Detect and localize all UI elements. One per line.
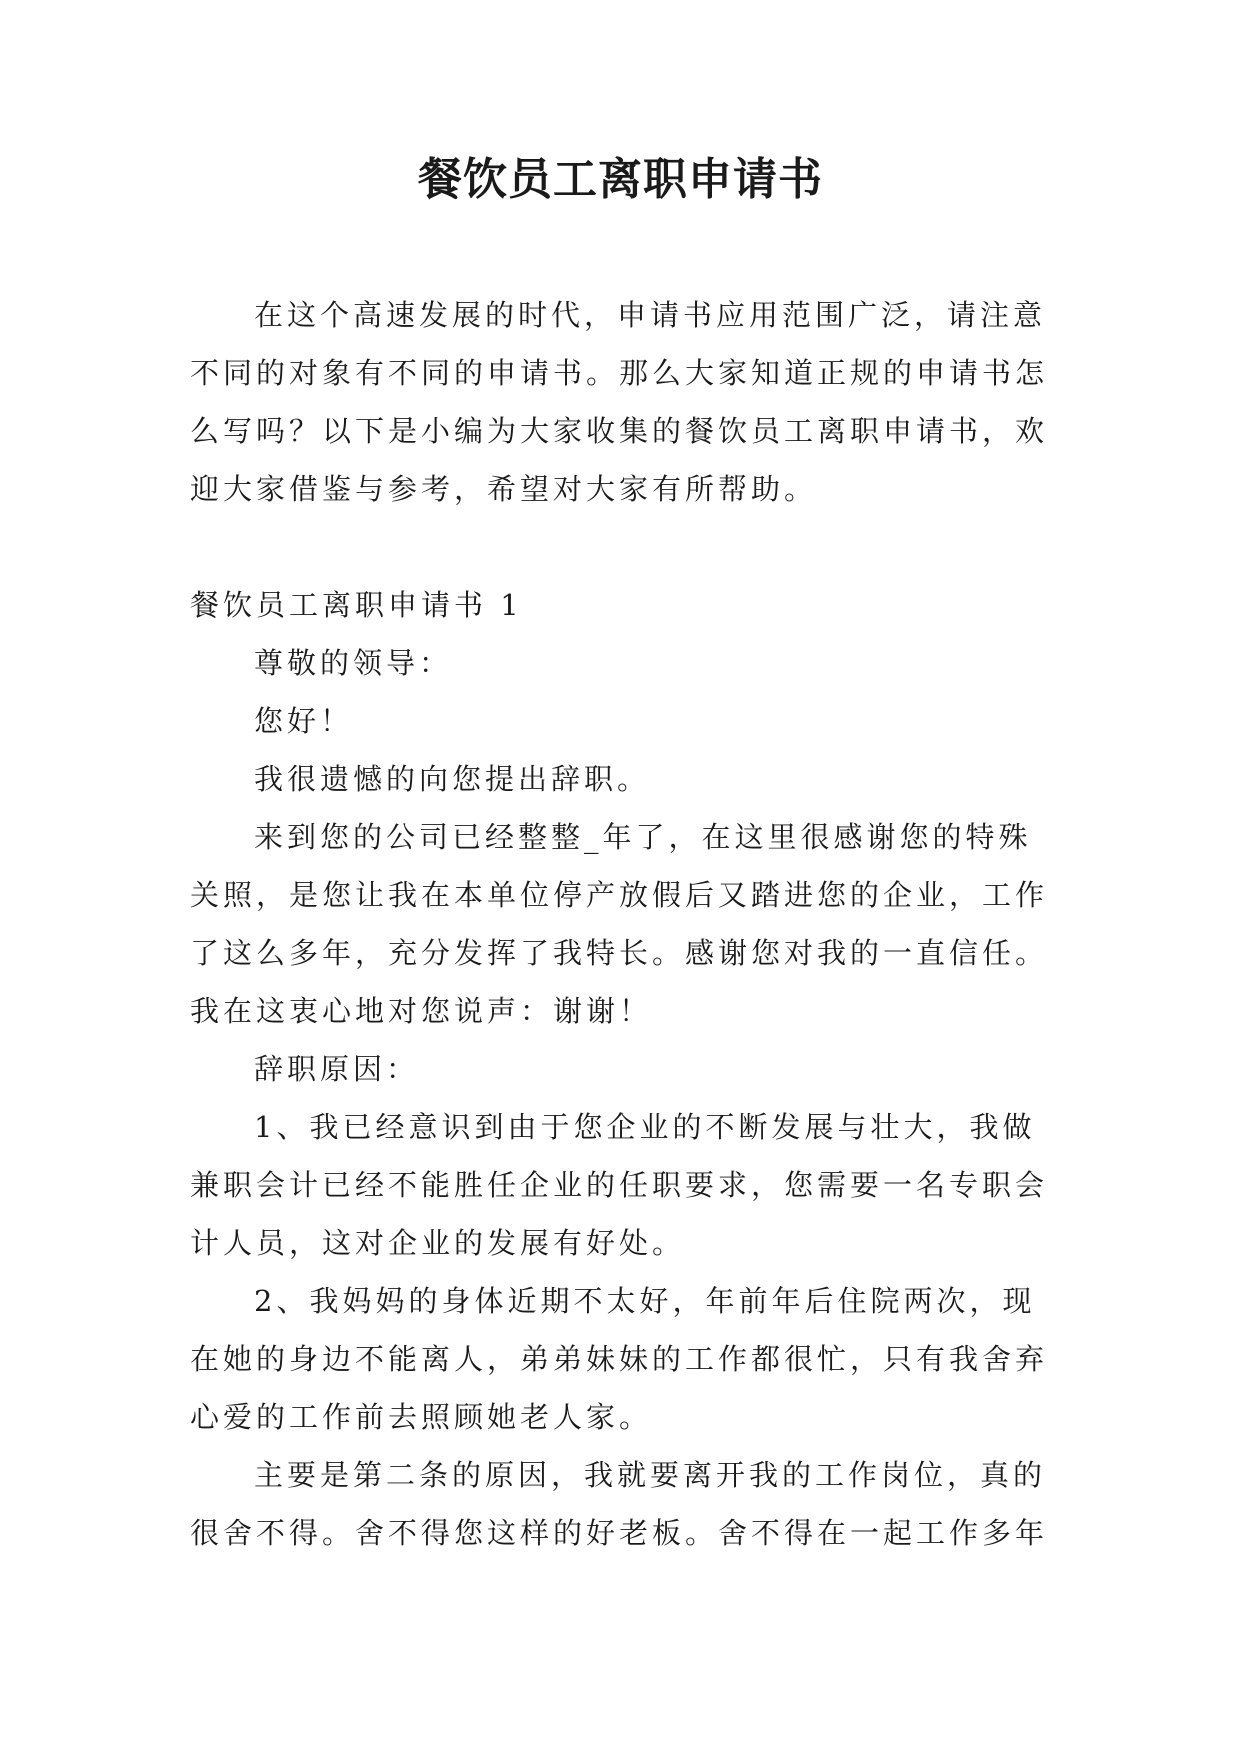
body-paragraph-6: 主要是第二条的原因，我就要离开我的工作岗位，真的很舍不得。舍不得您这样的好老板。舍不得在一起工作多年 bbox=[190, 1458, 1049, 1550]
salutation: 尊敬的领导： bbox=[254, 646, 453, 680]
section-heading: 餐饮员工离职申请书 1 bbox=[190, 588, 523, 622]
intro-paragraph: 在这个高速发展的时代，申请书应用范围广泛，请注意不同的对象有不同的申请书。那么大家知道正规的申请书怎么写吗？以下是小编为大家收集的餐饮员工离职申请书，欢迎大家借鉴与参考，希望对大家有所帮助。 bbox=[190, 298, 1049, 506]
document-body bbox=[190, 286, 1060, 1562]
body-paragraph-1: 我很遗憾的向您提出辞职。 bbox=[254, 762, 651, 796]
body-paragraph-3: 辞职原因： bbox=[254, 1052, 420, 1086]
body-paragraph-4: 1、我已经意识到由于您企业的不断发展与壮大，我做兼职会计已经不能胜任企业的任职要求，您需要一名专职会计人员，这对企业的发展有好处。 bbox=[190, 1110, 1049, 1260]
greeting: 您好！ bbox=[254, 704, 354, 738]
document-title: 餐饮员工离职申请书 bbox=[418, 154, 823, 205]
body-paragraph-5: 2、我妈妈的身体近期不太好，年前年后住院两次，现在她的身边不能离人，弟弟妹妹的工作都很忙，只有我舍弃心爱的工作前去照顾她老人家。 bbox=[190, 1284, 1049, 1434]
body-paragraph-2: 来到您的公司已经整整_年了，在这里很感谢您的特殊关照，是您让我在本单位停产放假后又踏进您的企业，工作了这么多年，充分发挥了我特长。感谢您对我的一直信任。我在这衷心地对您说声：谢谢！ bbox=[190, 820, 1049, 1028]
